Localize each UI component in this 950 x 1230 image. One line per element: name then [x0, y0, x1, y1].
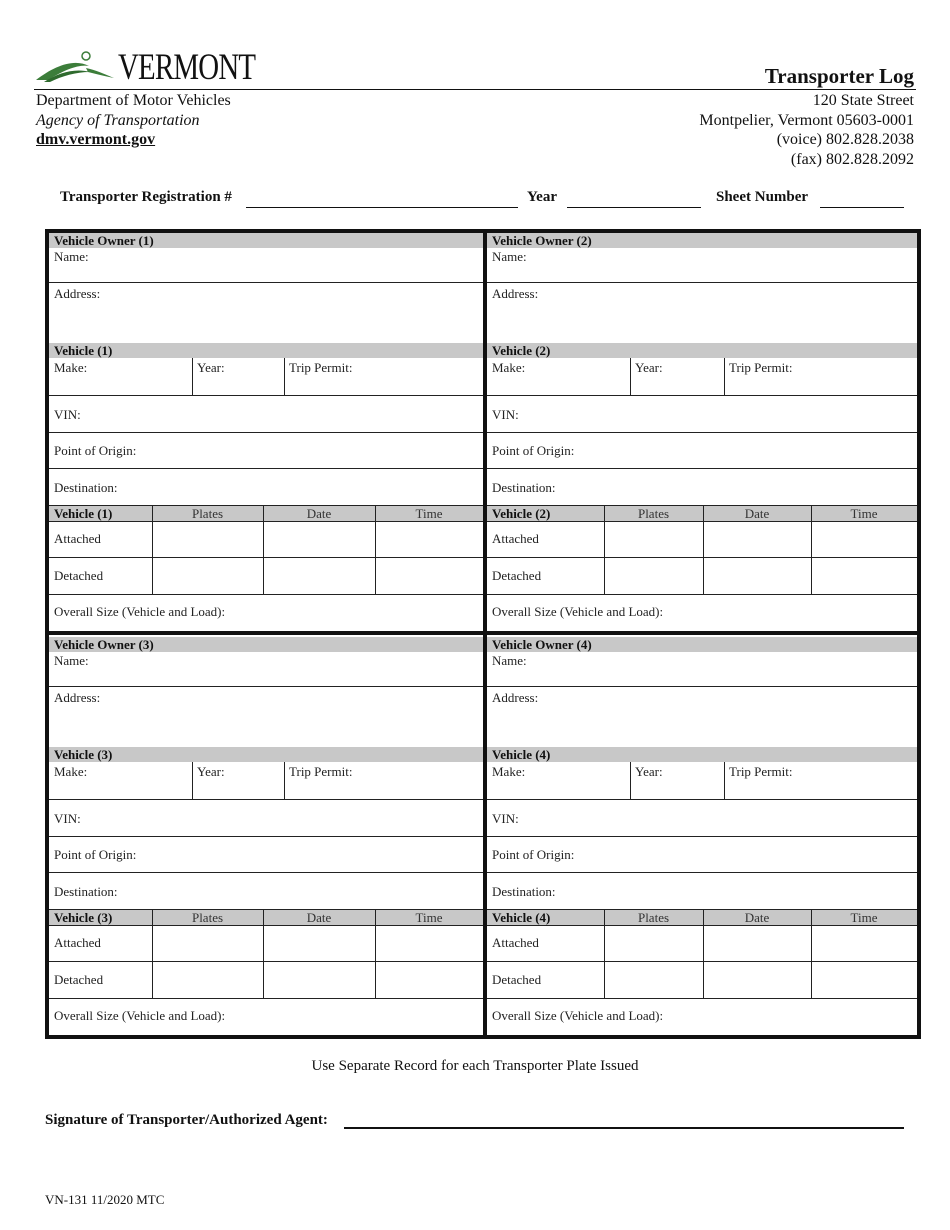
- year-label-4: Year:: [635, 764, 663, 779]
- vehicle-header-1: Vehicle (1): [54, 343, 113, 358]
- year-label: Year: [527, 189, 557, 205]
- fax-phone: (fax) 802.828.2092: [790, 150, 914, 168]
- col-header-plates-2: Plates: [637, 506, 670, 521]
- col-header-date-1: Date: [306, 506, 332, 521]
- owner-header-4: Vehicle Owner (4): [492, 637, 592, 652]
- table-vehicle-header-2: Vehicle (2): [492, 506, 551, 521]
- col-divider-3-4: [811, 910, 812, 998]
- detached-label-3: Detached: [54, 972, 104, 987]
- col-divider-1-4: [604, 910, 605, 998]
- name-field-1[interactable]: [49, 282, 483, 283]
- make-row-line-3: [49, 799, 483, 800]
- col-header-time-2: Time: [850, 506, 878, 521]
- trip-permit-label-4: Trip Permit:: [729, 764, 793, 779]
- origin-row-line-4: [487, 872, 917, 873]
- col-divider-2-2: [703, 506, 704, 594]
- make-label-2: Make:: [492, 360, 526, 375]
- table-header-line-4: [487, 925, 917, 926]
- destination-label-1: Destination:: [54, 480, 118, 495]
- table-vehicle-header-1: Vehicle (1): [54, 506, 113, 521]
- table-vehicle-header-4: Vehicle (4): [492, 910, 551, 925]
- reg-label: Transporter Registration #: [60, 189, 232, 205]
- trip-permit-label-3: Trip Permit:: [289, 764, 353, 779]
- attached-row-line-3: [49, 961, 483, 962]
- origin-label-4: Point of Origin:: [492, 847, 575, 862]
- overall-size-label-3: Overall Size (Vehicle and Load):: [54, 1008, 226, 1023]
- col-header-plates-3: Plates: [191, 910, 224, 925]
- attached-row-line-1: [49, 557, 483, 558]
- name-field-4[interactable]: [487, 686, 917, 687]
- website-link[interactable]: dmv.vermont.gov: [36, 131, 156, 148]
- col-divider-2-1: [263, 506, 264, 594]
- name-label-4: Name:: [492, 653, 527, 668]
- vehicle-header-2: Vehicle (2): [492, 343, 551, 358]
- col-header-date-4: Date: [744, 910, 770, 925]
- name-label-1: Name:: [54, 249, 89, 264]
- signature-label: Signature of Transporter/Authorized Agent:: [45, 1112, 328, 1128]
- col-header-time-4: Time: [850, 910, 878, 925]
- origin-label-2: Point of Origin:: [492, 443, 575, 458]
- destination-label-4: Destination:: [492, 884, 556, 899]
- year-label-2: Year:: [635, 360, 663, 375]
- detached-label-1: Detached: [54, 568, 104, 583]
- trip-permit-label-1: Trip Permit:: [289, 360, 353, 375]
- attached-label-3: Attached: [54, 935, 101, 950]
- destination-label-3: Destination:: [54, 884, 118, 899]
- detached-row-line-1: [49, 594, 483, 595]
- col-divider-2-4: [703, 910, 704, 998]
- origin-label-1: Point of Origin:: [54, 443, 137, 458]
- col-header-date-2: Date: [744, 506, 770, 521]
- name-field-2[interactable]: [487, 282, 917, 283]
- col-divider-1-2: [604, 506, 605, 594]
- col-header-plates-1: Plates: [191, 506, 224, 521]
- owner-header-1: Vehicle Owner (1): [54, 233, 154, 248]
- vin-row-line-3: [49, 836, 483, 837]
- table-header-line-1: [49, 521, 483, 522]
- agency-name: Agency of Transportation: [36, 111, 200, 129]
- year-field[interactable]: [567, 207, 701, 208]
- origin-row-line-2: [487, 468, 917, 469]
- col-divider-1-1: [152, 506, 153, 594]
- vin-label-4: VIN:: [492, 811, 519, 826]
- vin-row-line-2: [487, 432, 917, 433]
- voice-phone: (voice) 802.828.2038: [776, 131, 914, 148]
- street: 120 State Street: [812, 92, 914, 109]
- usage-note: Use Separate Record for each Transporter Plate Issued: [311, 1058, 639, 1074]
- col-divider-3-3: [375, 910, 376, 998]
- form-number: VN-131 11/2020 MTC: [45, 1192, 165, 1207]
- vin-row-line-4: [487, 836, 917, 837]
- make-row-line-4: [487, 799, 917, 800]
- origin-label-3: Point of Origin:: [54, 847, 137, 862]
- vin-label-2: VIN:: [492, 407, 519, 422]
- col-divider-3-2: [811, 506, 812, 594]
- vehicle-header-bg-2: [487, 343, 917, 358]
- vehicle-header-bg-3: [49, 747, 483, 762]
- vehicle-header-bg-4: [487, 747, 917, 762]
- trip-permit-label-2: Trip Permit:: [729, 360, 793, 375]
- table-header-line-3: [49, 925, 483, 926]
- attached-label-1: Attached: [54, 531, 101, 546]
- dept-name: Department of Motor Vehicles: [36, 92, 231, 109]
- col-header-date-3: Date: [306, 910, 332, 925]
- name-field-3[interactable]: [49, 686, 483, 687]
- destination-label-2: Destination:: [492, 480, 556, 495]
- overall-size-label-4: Overall Size (Vehicle and Load):: [492, 1008, 664, 1023]
- origin-row-line-3: [49, 872, 483, 873]
- vehicle-header-bg-1: [49, 343, 483, 358]
- year-label-3: Year:: [197, 764, 225, 779]
- detached-row-line-3: [49, 998, 483, 999]
- address-label-2: Address:: [492, 286, 539, 301]
- detached-label-4: Detached: [492, 972, 542, 987]
- header-rule: [34, 89, 916, 90]
- owner-header-3: Vehicle Owner (3): [54, 637, 154, 652]
- name-label-3: Name:: [54, 653, 89, 668]
- year-label-1: Year:: [197, 360, 225, 375]
- make-row-line-2: [487, 395, 917, 396]
- col-header-plates-4: Plates: [637, 910, 670, 925]
- agency-block: [36, 91, 231, 150]
- overall-size-label-2: Overall Size (Vehicle and Load):: [492, 604, 664, 619]
- vehicle-header-4: Vehicle (4): [492, 747, 551, 762]
- vehicle-header-3: Vehicle (3): [54, 747, 113, 762]
- owner-header-2: Vehicle Owner (2): [492, 233, 592, 248]
- attached-label-2: Attached: [492, 531, 539, 546]
- table-header-line-2: [487, 521, 917, 522]
- col-header-time-1: Time: [415, 506, 443, 521]
- page-title: Transporter Log: [764, 64, 914, 88]
- make-label-1: Make:: [54, 360, 88, 375]
- logo-wordmark: VERMONT: [118, 47, 256, 88]
- address-label-4: Address:: [492, 690, 539, 705]
- col-divider-2-3: [263, 910, 264, 998]
- address-block: [699, 91, 914, 169]
- attached-row-line-4: [487, 961, 917, 962]
- make-label-3: Make:: [54, 764, 88, 779]
- table-vehicle-header-3: Vehicle (3): [54, 910, 113, 925]
- origin-row-line-1: [49, 468, 483, 469]
- form-middle-divider: [45, 631, 921, 635]
- vin-label-3: VIN:: [54, 811, 81, 826]
- col-header-time-3: Time: [415, 910, 443, 925]
- attached-label-4: Attached: [492, 935, 539, 950]
- make-label-4: Make:: [492, 764, 526, 779]
- city: Montpelier, Vermont 05603-0001: [699, 111, 914, 129]
- address-label-3: Address:: [54, 690, 101, 705]
- address-label-1: Address:: [54, 286, 101, 301]
- col-divider-1-3: [152, 910, 153, 998]
- detached-row-line-2: [487, 594, 917, 595]
- attached-row-line-2: [487, 557, 917, 558]
- signature-field[interactable]: [344, 1127, 904, 1129]
- vin-row-line-1: [49, 432, 483, 433]
- make-row-line-1: [49, 395, 483, 396]
- sheet-field[interactable]: [820, 207, 904, 208]
- detached-label-2: Detached: [492, 568, 542, 583]
- name-label-2: Name:: [492, 249, 527, 264]
- col-divider-3-1: [375, 506, 376, 594]
- reg-field[interactable]: [246, 207, 518, 208]
- overall-size-label-1: Overall Size (Vehicle and Load):: [54, 604, 226, 619]
- detached-row-line-4: [487, 998, 917, 999]
- vin-label-1: VIN:: [54, 407, 81, 422]
- sheet-label: Sheet Number: [716, 189, 809, 205]
